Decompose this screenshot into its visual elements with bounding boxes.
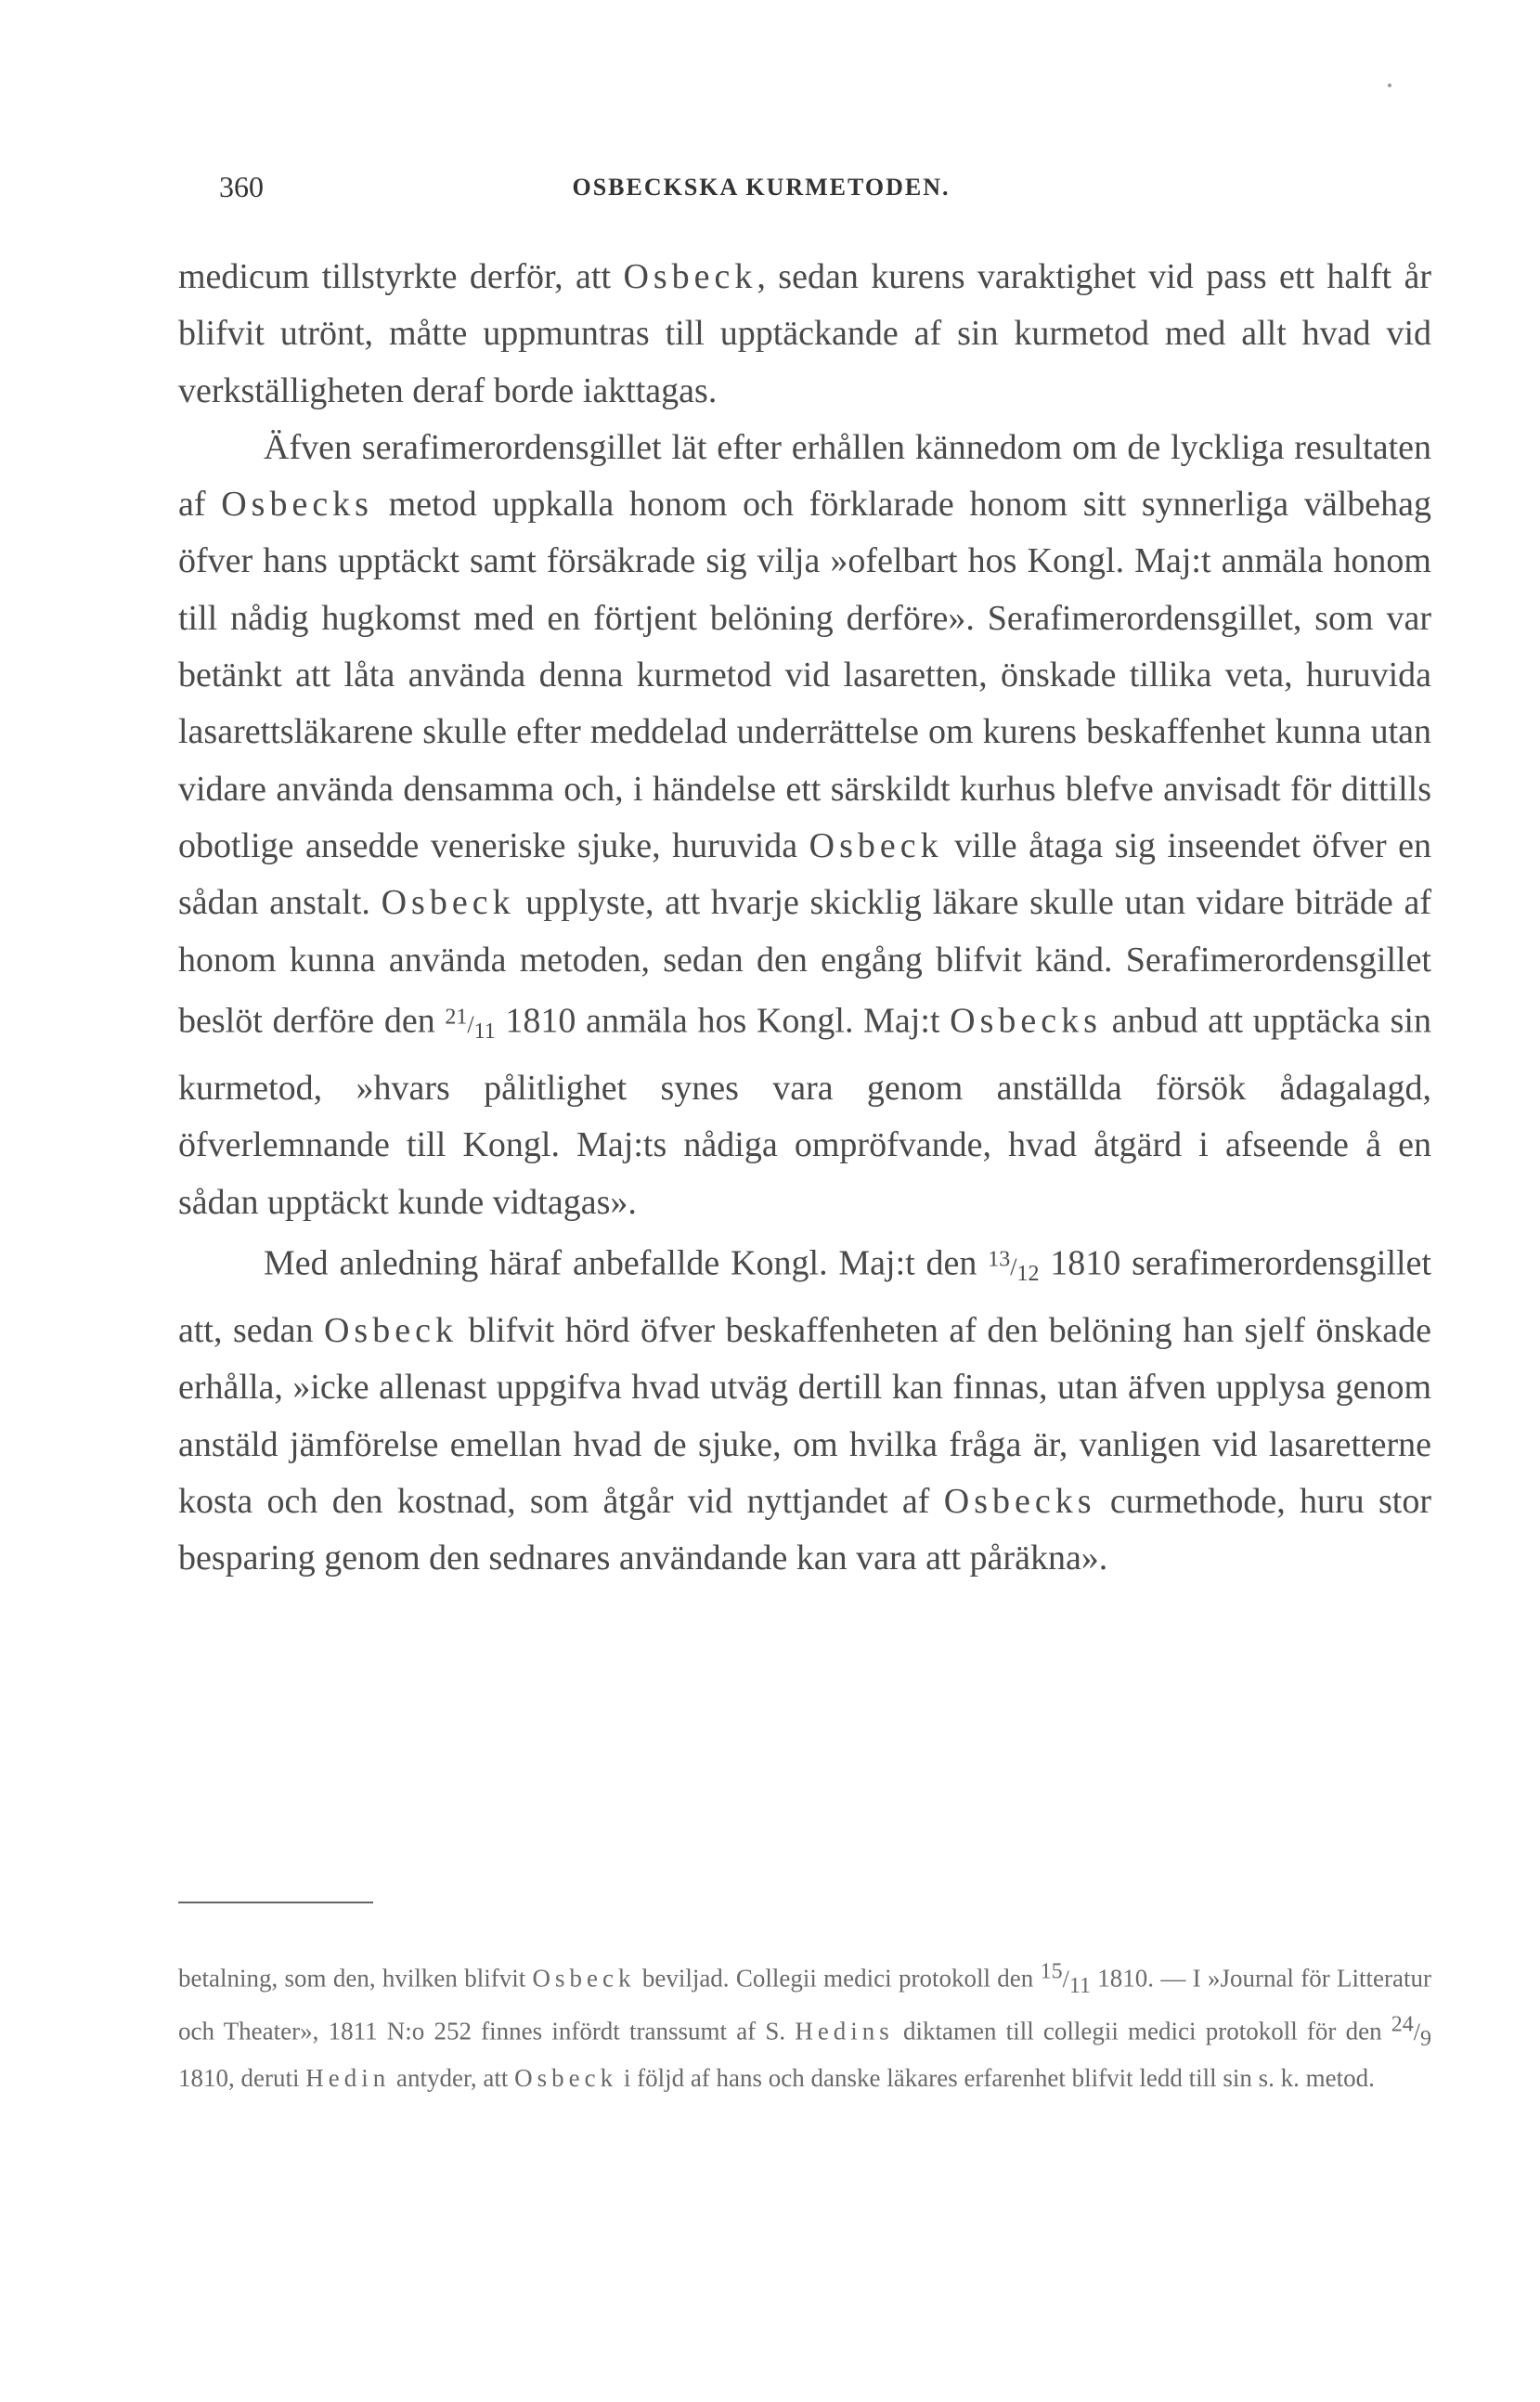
fraction-numerator: 13 [988,1246,1011,1271]
fraction-denominator: 11 [473,1019,496,1044]
footnote-rule [178,1902,373,1903]
date-fraction: $^{15}/_{11}$ [1040,1959,1091,1998]
person-name: Osbeck [323,1311,458,1351]
fraction-denominator: 12 [1016,1261,1040,1286]
fraction-denominator: 9 [1420,2027,1431,2052]
person-name: Osbeck [532,1964,636,1993]
person-name: Osbecks [221,485,373,525]
text-run: ville åtaga sig inseendet öfver en sådan anstalt. [178,825,1431,923]
fraction-denominator: 11 [1068,1973,1091,1998]
page-number: 360 [219,170,264,203]
text-run: diktamen till collegii medici protokoll för den [893,2018,1391,2045]
date-fraction: $^{21}/_{11}$ [445,1004,496,1044]
fraction-numerator: 24 [1391,2012,1414,2037]
paragraph-2 [178,420,1431,1231]
text-run: blifvit hörd öfver beskaffenheten af den belöning han sjelf önskade erhålla, »icke allenast uppgifva hvad utväg dertill kan finnas, utan äfven upplysa genom anstäld jämförelse emellan hvad de sjuke, om hvilka fråga är, vanligen vid lasaretterne kosta och den kostnad, som åtgår vid nyttjandet af [178,1311,1431,1521]
text-run: betalning, som den, hvilken blifvit [178,1964,533,1993]
speck-mark [1388,84,1391,87]
text-run: metod uppkalla honom och förklarade honom sitt synnerliga välbehag öfver hans upptäckt samt försäkrade sig vilja »ofelbart hos Kongl. Maj:t anmäla honom till nådig hugkomst med en förtjent belöning derföre». Serafimerordensgillet, som var betänkt att låta använda denna kurmetod vid lasaretten, önskade tillika veta, huruvida lasarettsläkarene skulle efter meddelad underrättelse om kurens beskaffenhet kunna utan vidare använda densamma och, i händelse ett särskildt kurhus blefve anvisadt för dittills obotlige ansedde veneriske sjuke, huruvida [178,485,1431,865]
text-run: 1810. — I »Journal för Litteratur och Theater», 1811 N:o 252 finnes infördt transsumt af S. [178,1964,1431,2045]
footnote-text [178,1953,1431,2097]
person-name: Osbeck [381,883,515,923]
running-head: OSBECKSKA KURMETODEN. [572,174,951,201]
person-name: Osbeck [514,2063,618,2092]
text-run: 1810 anmäla hos Kongl. Maj:t [495,1001,951,1041]
person-name: Hedins [795,2018,894,2045]
person-name: Osbecks [943,1481,1096,1521]
person-name: Osbecks [950,1001,1102,1041]
person-name: Osbeck [623,257,757,296]
text-run: medicum tillstyrkte derför, att [178,257,624,296]
date-fraction: $^{24}/_9$ [1391,2012,1431,2052]
page-header [219,170,1303,207]
date-fraction: $^{13}/_{12}$ [988,1246,1040,1286]
person-name: Hedin [305,2063,391,2092]
text-run: Äfven serafimerordensgillet lät efter erhållen kännedom om de lyckliga resultaten af [178,427,1431,525]
paragraph-3 [178,1231,1431,1588]
text-run: beviljad. Collegii medici protokoll den [635,1964,1041,1993]
person-name: Osbeck [809,825,943,865]
text-run: upplyste, att hvarje skicklig läkare skulle utan vidare biträde af honom kunna använda metoden, sedan den engång blifvit känd. Serafimerordensgillet beslöt derföre den [178,883,1431,1041]
text-run: i följd af hans och danske läkares erfarenhet blifvit ledd till sin s. k. metod. [617,2063,1375,2092]
fraction-numerator: 15 [1040,1959,1063,1983]
fraction-numerator: 21 [445,1004,468,1029]
text-run: 1810, deruti [178,2063,306,2092]
text-run: anbud att upptäcka sin kurmetod, »hvars pålitlighet synes vara genom anställda försök ådagalagd, öfverlemnande till Kongl. Maj:ts nådiga ompröfvande, hvad åtgärd i afseende å en sådan upptäckt kunde vidtagas». [178,1001,1431,1222]
text-run: Med anledning häraf anbefallde Kongl. Maj:t den [264,1243,989,1283]
body-text [178,249,1431,1588]
footnote [178,1953,1431,2097]
text-run: antyder, att [390,2063,515,2092]
paragraph-1 [178,249,1431,420]
text-run: 1810 serafimerordensgillet att, sedan [178,1243,1431,1351]
text-run: curmethode, huru stor besparing genom den sednares användande kan vara att påräkna». [178,1481,1431,1578]
text-run: , sedan kurens varaktighet vid pass ett halft år blifvit utrönt, måtte uppmuntras till upptäckande af sin kurmetod med allt hvad vid verkställigheten deraf borde iakttagas. [178,257,1431,410]
